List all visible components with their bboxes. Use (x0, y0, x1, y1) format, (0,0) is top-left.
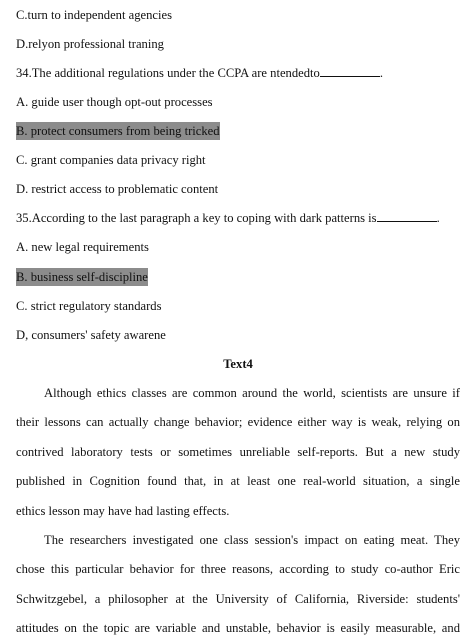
q34-answer-blank[interactable] (320, 64, 380, 77)
q34-stem (16, 64, 383, 82)
q33-option-c: C.turn to independent agencies (16, 8, 172, 22)
text4-title: Text4 (223, 357, 253, 371)
q35-stem (16, 209, 440, 227)
q33-option-d: D.relyon professional traning (16, 37, 164, 51)
p1-line-4: published in Cognition found that, in at least one real-world situation, a single (16, 474, 460, 489)
q34-option-d: D. restrict access to problematic content (16, 182, 219, 196)
q35-option-b-highlight: B. business self-discipline (16, 270, 148, 284)
p2-line-1: The researchers investigated one class session's impact on eating meat. They (44, 533, 460, 547)
p1-line-2: their lessons can actually change behavior; evidence either way is weak, relying on (16, 415, 460, 430)
p1-line-5: ethics lesson may have had lasting effects. (16, 503, 230, 518)
q35-option-d: D, consumers' safety awarene (16, 328, 166, 342)
q34-option-c: C. grant companies data privacy right (16, 153, 206, 167)
q35-option-a: A. new legal requirements (16, 240, 149, 254)
q35-option-c: C. strict regulatory standards (16, 299, 162, 313)
text4-paragraph-2 (16, 526, 460, 644)
p2-line-3: Schwitzgebel, a philosopher at the University of California, Riverside: students' (16, 591, 460, 606)
q34-option-b-highlight: B. protect consumers from being tricked (16, 124, 220, 138)
q34-stem-text: 34.The additional regulations under the CCPA are ntendedto (16, 66, 320, 80)
q34-stem-end: . (379, 66, 383, 80)
q34-option-b (16, 122, 220, 140)
q35-stem-end: . (436, 211, 440, 225)
p2-line-2: chose this particular behavior for three reasons, according to study co-author Eric (16, 562, 460, 577)
q34-option-a: A. guide user though opt-out processes (16, 95, 213, 109)
p2-line-4: attitudes on the topic are variable and unstable, behavior is easily measurable, and (16, 621, 460, 636)
p1-line-3: contrived laboratory tests or sometimes unreliable self-reports. But a new study (16, 444, 460, 459)
p1-line-1: Although ethics classes are common around the world, scientists are unsure if (44, 386, 460, 400)
q35-option-b (16, 268, 148, 286)
q35-stem-text: 35.According to the last paragraph a key to coping with dark patterns is (16, 211, 377, 225)
q35-answer-blank[interactable] (377, 209, 437, 222)
text4-paragraph-1 (16, 379, 460, 526)
